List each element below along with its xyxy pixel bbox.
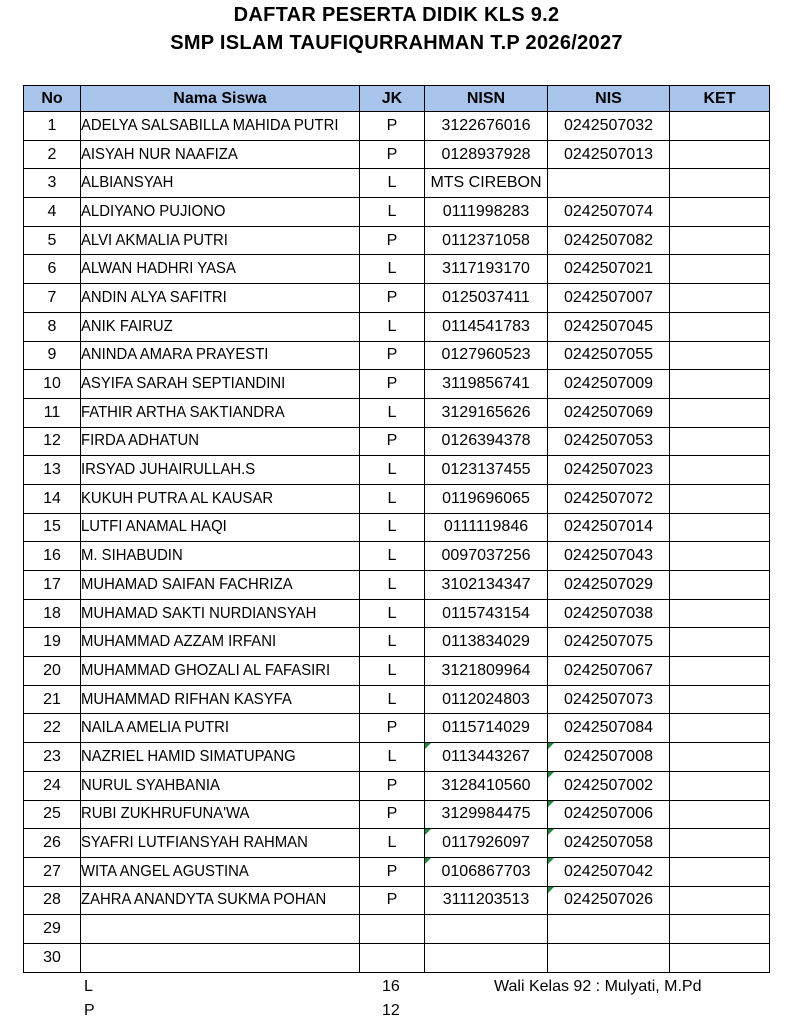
cell-nama-siswa [81, 284, 360, 313]
header-ket: KET [670, 86, 770, 112]
cell-ket [670, 198, 770, 227]
table-row [24, 198, 770, 227]
document-title: DAFTAR PESERTA DIDIK KLS 9.2 [233, 4, 560, 26]
document-subtitle: SMP ISLAM TAUFIQURRAHMAN T.P 2026/2027 [170, 32, 623, 54]
cell-nisn: 3111203513 [425, 886, 548, 915]
cell-nisn: 0114541783 [425, 312, 548, 341]
table-row [24, 800, 770, 829]
cell-jk: L [360, 198, 425, 227]
cell-jk: P [360, 226, 425, 255]
cell-nis: 0242507042 [548, 857, 670, 886]
cell-jk: L [360, 169, 425, 198]
cell-nisn: 0097037256 [425, 542, 548, 571]
cell-nisn: 3129984475 [425, 800, 548, 829]
cell-ket [670, 484, 770, 513]
cell-jk: L [360, 628, 425, 657]
cell-no: 29 [24, 915, 81, 944]
table-row [24, 456, 770, 485]
cell-no: 12 [24, 427, 81, 456]
cell-nis: 0242507043 [548, 542, 670, 571]
header-nis: NIS [548, 86, 670, 112]
cell-nis: 0242507032 [548, 112, 670, 141]
table-body [24, 112, 770, 973]
cell-no: 16 [24, 542, 81, 571]
table-row [24, 284, 770, 313]
cell-ket [670, 312, 770, 341]
cell-nama-siswa [81, 427, 360, 456]
cell-no: 7 [24, 284, 81, 313]
cell-nama-siswa [81, 312, 360, 341]
cell-ket [670, 657, 770, 686]
cell-no: 30 [24, 943, 81, 972]
cell-jk: L [360, 657, 425, 686]
cell-no: 5 [24, 226, 81, 255]
summary-p-count: 12 [382, 1002, 400, 1019]
cell-nis: 0242507075 [548, 628, 670, 657]
cell-nis: 0242507021 [548, 255, 670, 284]
cell-jk: P [360, 771, 425, 800]
student-name-text: AISYAH NUR NAAFIZA [81, 145, 238, 163]
student-name-text: MUHAMMAD RIFHAN KASYFA [81, 690, 292, 708]
cell-jk: P [360, 714, 425, 743]
student-name-text: ASYIFA SARAH SEPTIANDINI [81, 375, 286, 393]
wali-kelas: Wali Kelas 92 : Mulyati, M.Pd [494, 978, 702, 995]
cell-nama-siswa [81, 714, 360, 743]
cell-nis: 0242507053 [548, 427, 670, 456]
cell-no: 14 [24, 484, 81, 513]
cell-nama-siswa [81, 771, 360, 800]
cell-jk: L [360, 743, 425, 772]
table-row [24, 542, 770, 571]
cell-nis: 0242507013 [548, 140, 670, 169]
cell-nama-siswa [81, 800, 360, 829]
cell-ket [670, 341, 770, 370]
student-name-text: SYAFRI LUTFIANSYAH RAHMAN [81, 834, 308, 852]
cell-ket [670, 542, 770, 571]
cell-nis: 0242507038 [548, 599, 670, 628]
student-name-text: FIRDA ADHATUN [81, 432, 199, 450]
cell-nis: 0242507055 [548, 341, 670, 370]
cell-nisn: 0113443267 [425, 743, 548, 772]
cell-nama-siswa [81, 169, 360, 198]
cell-no: 10 [24, 370, 81, 399]
cell-nama-siswa [81, 456, 360, 485]
student-table [23, 85, 770, 973]
cell-jk: P [360, 112, 425, 141]
cell-nis [548, 915, 670, 944]
table-row [24, 571, 770, 600]
table-row [24, 857, 770, 886]
cell-nama-siswa [81, 513, 360, 542]
cell-no: 1 [24, 112, 81, 141]
cell-nis: 0242507029 [548, 571, 670, 600]
cell-nisn: 0123137455 [425, 456, 548, 485]
cell-nis: 0242507007 [548, 284, 670, 313]
cell-ket [670, 800, 770, 829]
cell-ket [670, 829, 770, 858]
cell-nis: 0242507072 [548, 484, 670, 513]
cell-ket [670, 685, 770, 714]
cell-nis: 0242507002 [548, 771, 670, 800]
cell-nisn: 3117193170 [425, 255, 548, 284]
student-name-text: IRSYAD JUHAIRULLAH.S [81, 461, 256, 479]
table-row [24, 915, 770, 944]
cell-nisn: 3129165626 [425, 398, 548, 427]
cell-nama-siswa [81, 255, 360, 284]
cell-no: 8 [24, 312, 81, 341]
cell-jk: L [360, 398, 425, 427]
cell-nisn [425, 915, 548, 944]
table-row [24, 427, 770, 456]
cell-nisn: 0111119846 [425, 513, 548, 542]
cell-nama-siswa [81, 886, 360, 915]
cell-nis [548, 169, 670, 198]
table-row [24, 685, 770, 714]
cell-ket [670, 599, 770, 628]
table-row [24, 484, 770, 513]
cell-nama-siswa [81, 140, 360, 169]
cell-jk: L [360, 456, 425, 485]
student-name-text: FATHIR ARTHA SAKTIANDRA [81, 403, 285, 421]
cell-no: 21 [24, 685, 81, 714]
cell-no: 3 [24, 169, 81, 198]
header-jk: JK [360, 86, 425, 112]
cell-nis [548, 943, 670, 972]
cell-ket [670, 140, 770, 169]
cell-jk: P [360, 140, 425, 169]
cell-nama-siswa [81, 743, 360, 772]
cell-ket [670, 743, 770, 772]
cell-jk: L [360, 513, 425, 542]
cell-jk: P [360, 341, 425, 370]
summary-l-count: 16 [382, 978, 400, 995]
table-row [24, 657, 770, 686]
cell-ket [670, 513, 770, 542]
cell-ket [670, 112, 770, 141]
student-name-text: NURUL SYAHBANIA [81, 776, 220, 794]
cell-jk: L [360, 484, 425, 513]
cell-nama-siswa [81, 226, 360, 255]
cell-nis: 0242507084 [548, 714, 670, 743]
cell-nisn: 0112024803 [425, 685, 548, 714]
cell-nama-siswa [81, 542, 360, 571]
cell-nis: 0242507026 [548, 886, 670, 915]
cell-nama-siswa [81, 628, 360, 657]
cell-no: 15 [24, 513, 81, 542]
table-row [24, 628, 770, 657]
table-row [24, 226, 770, 255]
cell-jk [360, 943, 425, 972]
cell-ket [670, 571, 770, 600]
cell-nis: 0242507023 [548, 456, 670, 485]
cell-jk: L [360, 685, 425, 714]
cell-ket [670, 226, 770, 255]
student-name-text: ZAHRA ANANDYTA SUKMA POHAN [81, 891, 327, 909]
cell-jk: P [360, 370, 425, 399]
cell-jk: P [360, 886, 425, 915]
table-row [24, 886, 770, 915]
cell-nama-siswa [81, 571, 360, 600]
table-row [24, 398, 770, 427]
cell-nisn: 0126394378 [425, 427, 548, 456]
cell-no: 20 [24, 657, 81, 686]
cell-no: 26 [24, 829, 81, 858]
cell-ket [670, 771, 770, 800]
cell-jk: P [360, 800, 425, 829]
table-row [24, 312, 770, 341]
cell-jk: L [360, 542, 425, 571]
cell-nis: 0242507067 [548, 657, 670, 686]
header-nama-siswa: Nama Siswa [81, 86, 360, 112]
cell-nisn: 3102134347 [425, 571, 548, 600]
cell-nisn: 0125037411 [425, 284, 548, 313]
cell-nisn: 0111998283 [425, 198, 548, 227]
cell-no: 6 [24, 255, 81, 284]
cell-jk: L [360, 255, 425, 284]
student-name-text: ALVI AKMALIA PUTRI [81, 231, 228, 249]
cell-no: 23 [24, 743, 81, 772]
summary-l-label: L [84, 978, 93, 995]
table-row [24, 140, 770, 169]
cell-nis: 0242507014 [548, 513, 670, 542]
cell-ket [670, 714, 770, 743]
cell-no: 4 [24, 198, 81, 227]
cell-no: 24 [24, 771, 81, 800]
student-name-text: ANIK FAIRUZ [81, 317, 173, 335]
table-row [24, 743, 770, 772]
cell-nis: 0242507074 [548, 198, 670, 227]
cell-nama-siswa [81, 657, 360, 686]
table-row [24, 599, 770, 628]
cell-ket [670, 284, 770, 313]
student-name-text: KUKUH PUTRA AL KAUSAR [81, 489, 274, 507]
cell-nisn: 0128937928 [425, 140, 548, 169]
cell-jk: P [360, 284, 425, 313]
student-name-text: RUBI ZUKHRUFUNA'WA [81, 805, 250, 823]
student-name-text: ALBIANSYAH [81, 174, 174, 192]
cell-nama-siswa [81, 857, 360, 886]
student-name-text: MUHAMAD SAIFAN FACHRIZA [81, 575, 293, 593]
table-row [24, 943, 770, 972]
cell-ket [670, 370, 770, 399]
student-name-text: ALDIYANO PUJIONO [81, 202, 226, 220]
cell-nisn: 0106867703 [425, 857, 548, 886]
student-name-text: ADELYA SALSABILLA MAHIDA PUTRI [81, 116, 339, 134]
cell-ket [670, 456, 770, 485]
student-name-text: MUHAMAD SAKTI NURDIANSYAH [81, 604, 317, 622]
cell-ket [670, 915, 770, 944]
cell-no: 11 [24, 398, 81, 427]
cell-ket [670, 255, 770, 284]
cell-nis: 0242507009 [548, 370, 670, 399]
student-name-text: MUHAMMAD AZZAM IRFANI [81, 633, 277, 651]
cell-ket [670, 943, 770, 972]
cell-nisn: MTS CIREBON [425, 169, 548, 198]
cell-nama-siswa [81, 370, 360, 399]
cell-nisn: 0113834029 [425, 628, 548, 657]
cell-nisn [425, 943, 548, 972]
cell-no: 13 [24, 456, 81, 485]
cell-no: 9 [24, 341, 81, 370]
student-name-text: WITA ANGEL AGUSTINA [81, 862, 249, 880]
cell-jk: L [360, 571, 425, 600]
table-row [24, 829, 770, 858]
cell-no: 17 [24, 571, 81, 600]
cell-ket [670, 398, 770, 427]
cell-nama-siswa [81, 685, 360, 714]
table-row [24, 112, 770, 141]
student-name-text: M. SIHABUDIN [81, 547, 183, 565]
cell-no: 2 [24, 140, 81, 169]
cell-ket [670, 628, 770, 657]
cell-jk: L [360, 829, 425, 858]
student-name-text: NAZRIEL HAMID SIMATUPANG [81, 747, 296, 765]
table-header-row [24, 86, 770, 112]
cell-jk: P [360, 857, 425, 886]
table-row [24, 771, 770, 800]
cell-jk: P [360, 427, 425, 456]
cell-jk: L [360, 312, 425, 341]
cell-no: 22 [24, 714, 81, 743]
cell-nis: 0242507058 [548, 829, 670, 858]
cell-nisn: 0115743154 [425, 599, 548, 628]
student-name-text: ALWAN HADHRI YASA [81, 260, 236, 278]
table-row [24, 341, 770, 370]
student-name-text: ANINDA AMARA PRAYESTI [81, 346, 269, 364]
cell-nama-siswa [81, 198, 360, 227]
cell-nisn: 3122676016 [425, 112, 548, 141]
cell-nama-siswa [81, 599, 360, 628]
cell-nis: 0242507008 [548, 743, 670, 772]
cell-no: 25 [24, 800, 81, 829]
cell-no: 27 [24, 857, 81, 886]
cell-ket [670, 169, 770, 198]
cell-nisn: 3121809964 [425, 657, 548, 686]
cell-ket [670, 857, 770, 886]
cell-nisn: 0112371058 [425, 226, 548, 255]
student-name-text: NAILA AMELIA PUTRI [81, 719, 230, 737]
cell-nama-siswa [81, 341, 360, 370]
cell-nis: 0242507082 [548, 226, 670, 255]
cell-nisn: 3128410560 [425, 771, 548, 800]
cell-ket [670, 427, 770, 456]
cell-nisn: 0127960523 [425, 341, 548, 370]
cell-nama-siswa [81, 915, 360, 944]
cell-nis: 0242507045 [548, 312, 670, 341]
cell-no: 28 [24, 886, 81, 915]
summary-p-label: P [84, 1002, 95, 1019]
student-name-text: MUHAMMAD GHOZALI AL FAFASIRI [81, 661, 331, 679]
cell-no: 18 [24, 599, 81, 628]
cell-nis: 0242507073 [548, 685, 670, 714]
cell-nis: 0242507069 [548, 398, 670, 427]
cell-jk: L [360, 599, 425, 628]
cell-no: 19 [24, 628, 81, 657]
student-name-text: LUTFI ANAMAL HAQI [81, 518, 227, 536]
cell-nisn: 0117926097 [425, 829, 548, 858]
table-row [24, 714, 770, 743]
cell-nisn: 3119856741 [425, 370, 548, 399]
cell-jk [360, 915, 425, 944]
cell-nisn: 0115714029 [425, 714, 548, 743]
cell-nama-siswa [81, 112, 360, 141]
table-row [24, 169, 770, 198]
cell-nis: 0242507006 [548, 800, 670, 829]
header-no: No [24, 86, 81, 112]
table-row [24, 255, 770, 284]
cell-nama-siswa [81, 829, 360, 858]
student-name-text: ANDIN ALYA SAFITRI [81, 288, 227, 306]
table-row [24, 513, 770, 542]
header-nisn: NISN [425, 86, 548, 112]
cell-ket [670, 886, 770, 915]
table-row [24, 370, 770, 399]
cell-nama-siswa [81, 398, 360, 427]
cell-nama-siswa [81, 484, 360, 513]
cell-nama-siswa [81, 943, 360, 972]
cell-nisn: 0119696065 [425, 484, 548, 513]
